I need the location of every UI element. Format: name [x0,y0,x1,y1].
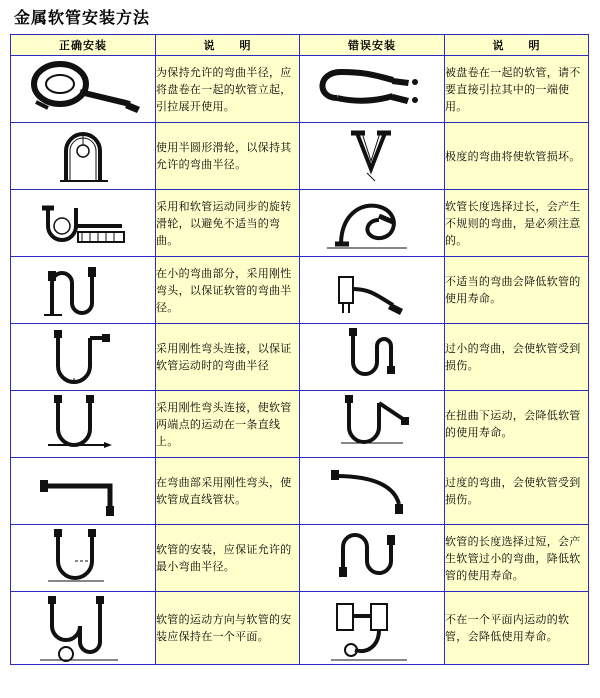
correct-note: 在小的弯曲部分，采用刚性弯头，以保证软管的弯曲半径。 [156,257,300,324]
tangled-coiled-hose-icon [307,58,437,120]
wrong-illustration-cell [300,257,445,324]
wrong-note: 软管长度选择过长，会产生不规则的弯曲，是必须注意的。 [445,190,589,257]
hose-too-long-small-bend-icon [307,527,437,589]
hose-sharp-v-bend-icon [307,125,437,187]
wrong-note: 极度的弯曲将使软管损坏。 [445,123,589,190]
rigid-elbow-connection-u-hose-icon [18,326,148,388]
correct-note: 为保持允许的弯曲半径，应将盘卷在一起的软管立起，引拉展开使用。 [156,56,300,123]
correct-note: 软管的安装，应保证允许的最小弯曲半径。 [156,525,300,592]
correct-note: 采用刚性弯头连接，使软管两端点的运动在一条直线上。 [156,391,300,458]
table-row [11,56,589,123]
wrong-illustration-cell [300,56,445,123]
correct-illustration-cell [11,391,156,458]
correct-illustration-cell [11,592,156,665]
table-row [11,592,589,665]
improper-bend-reduces-life-icon [307,259,437,321]
header-correct-install: 正确安装 [11,35,156,56]
correct-note: 采用和软管运动同步的旋转滑轮，以避免不适当的弯曲。 [156,190,300,257]
too-small-bend-radius-icon [307,326,437,388]
hose-motion-same-plane-icon [18,592,148,664]
rigid-elbow-straight-line-motion-icon [18,393,148,455]
wrong-note: 软管的长度选择过短，会产生软管过小的弯曲，降低软管的使用寿命。 [445,525,589,592]
twisting-motion-icon [307,393,437,455]
wrong-note: 过度的弯曲，会使软管受到损伤。 [445,458,589,525]
correct-illustration-cell [11,525,156,592]
hose-installation-table [10,34,589,665]
wrong-illustration-cell [300,190,445,257]
wrong-illustration-cell [300,458,445,525]
hose-too-long-irregular-bend-icon [307,192,437,254]
table-row [11,123,589,190]
wrong-note: 不在一个平面内运动的软管，会降低使用寿命。 [445,592,589,665]
header-wrong-install: 错误安装 [300,35,445,56]
correct-illustration-cell [11,257,156,324]
header-wrong-note: 说 明 [445,35,589,56]
wrong-illustration-cell [300,324,445,391]
table-row [11,190,589,257]
header-correct-note: 说 明 [156,35,300,56]
table-row [11,458,589,525]
correct-note: 使用半圆形滑轮，以保持其允许的弯曲半径。 [156,123,300,190]
hose-over-semicircular-pulley-icon [18,125,148,187]
correct-illustration-cell [11,324,156,391]
table-row [11,324,589,391]
wrong-note: 不适当的弯曲会降低软管的使用寿命。 [445,257,589,324]
rigid-bend-small-radius-icon [18,259,148,321]
coiled-hose-on-reel-icon [18,58,148,120]
correct-note: 软管的运动方向与软管的安装应保持在一个平面。 [156,592,300,665]
correct-illustration-cell [11,458,156,525]
hose-with-synchronized-rotating-pulley-icon [18,192,148,254]
wrong-illustration-cell [300,123,445,190]
table-header-row [11,35,589,56]
excessive-bend-icon [307,460,437,522]
correct-note: 在弯曲部采用刚性弯头，使软管成直线管状。 [156,458,300,525]
wrong-note: 过小的弯曲，会使软管受到损伤。 [445,324,589,391]
correct-illustration-cell [11,56,156,123]
minimum-bend-radius-u-hose-icon [18,527,148,589]
table-row [11,391,589,458]
page-title: 金属软管安装方法 [14,8,151,27]
wrong-illustration-cell [300,525,445,592]
correct-note: 采用刚性弯头连接，以保证软管运动时的弯曲半径 [156,324,300,391]
wrong-note: 被盘卷在一起的软管，请不要直接引拉其中的一端使用。 [445,56,589,123]
wrong-illustration-cell [300,592,445,665]
correct-illustration-cell [11,190,156,257]
hose-motion-out-of-plane-icon [307,592,437,664]
wrong-note: 在扭曲下运动，会降低软管的使用寿命。 [445,391,589,458]
correct-illustration-cell [11,123,156,190]
table-row [11,525,589,592]
wrong-illustration-cell [300,391,445,458]
straight-pipe-with-rigid-elbow-icon [18,460,148,522]
table-row [11,257,589,324]
